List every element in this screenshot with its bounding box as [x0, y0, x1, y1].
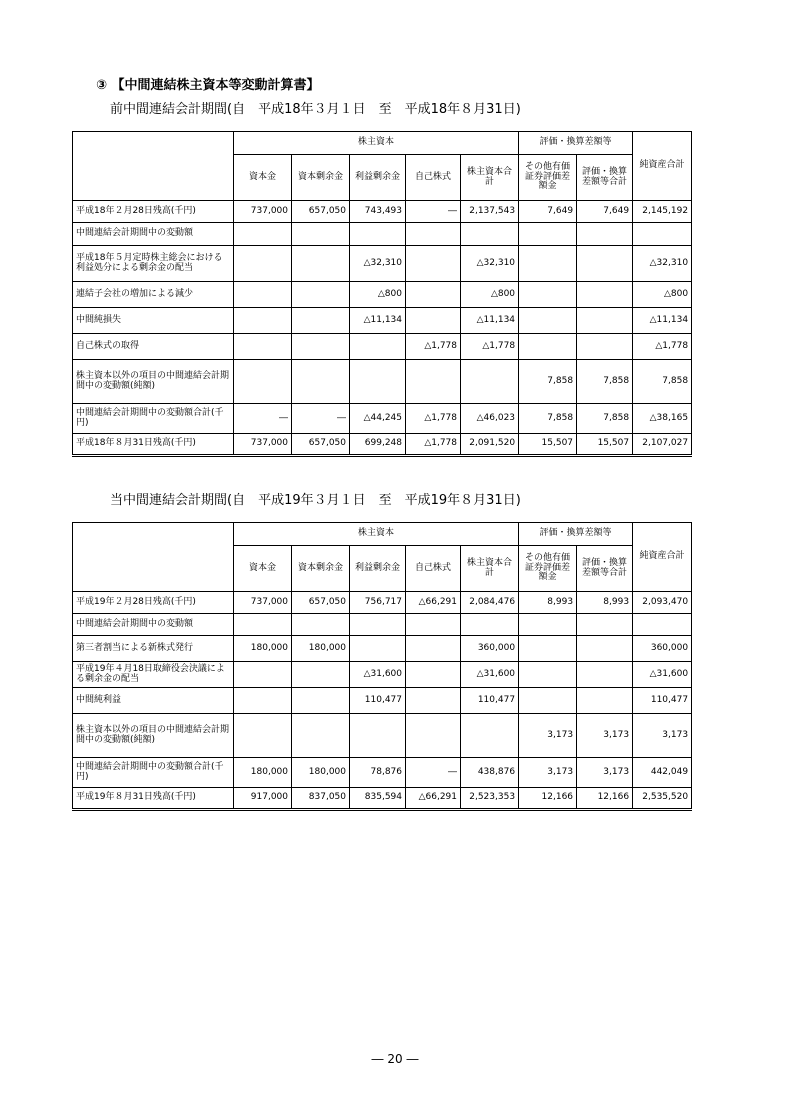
row-label-header	[73, 523, 234, 592]
row-label: 中間連結会計期間中の変動額合計(千円)	[73, 404, 234, 434]
col-header-equity-total: 株主資本合計	[461, 546, 519, 592]
col-header-securities-valuation: その他有価証券評価差額金	[519, 546, 577, 592]
cell-value: 3,173	[519, 758, 577, 788]
cell-value: 737,000	[234, 592, 292, 614]
cell-value	[577, 246, 633, 282]
row-label: 連結子会社の増加による減少	[73, 282, 234, 308]
table-body	[73, 592, 692, 810]
cell-value: 12,166	[577, 788, 633, 810]
cell-value	[292, 308, 350, 334]
cell-value: 110,477	[350, 688, 406, 714]
cell-value: 7,858	[633, 360, 692, 404]
cell-value	[519, 688, 577, 714]
table-row	[73, 282, 692, 308]
cell-value	[292, 688, 350, 714]
row-label: 株主資本以外の項目の中間連結会計期間中の変動額(純額)	[73, 714, 234, 758]
table-row	[73, 592, 692, 614]
cell-value: 2,107,027	[633, 434, 692, 456]
cell-value: △11,134	[350, 308, 406, 334]
page-number: ― 20 ―	[371, 1052, 419, 1066]
valuation-header: 評価・換算差額等	[519, 523, 633, 546]
cell-value: △32,310	[633, 246, 692, 282]
cell-value	[234, 308, 292, 334]
cell-value	[406, 308, 461, 334]
row-label: 株主資本以外の項目の中間連結会計期間中の変動額(純額)	[73, 360, 234, 404]
shareholders-equity-header: 株主資本	[234, 132, 519, 155]
cell-value	[292, 360, 350, 404]
cell-value: 438,876	[461, 758, 519, 788]
net-assets-header: 純資産合計	[633, 132, 692, 201]
net-assets-header: 純資産合計	[633, 523, 692, 592]
valuation-header: 評価・換算差額等	[519, 132, 633, 155]
col-header-capital: 資本金	[234, 155, 292, 201]
cell-value	[519, 308, 577, 334]
cell-value	[292, 662, 350, 688]
cell-value	[350, 223, 406, 246]
col-header-valuation-total: 評価・換算差額等合計	[577, 155, 633, 201]
cell-value: 737,000	[234, 434, 292, 456]
cell-value: 180,000	[234, 758, 292, 788]
cell-value	[461, 223, 519, 246]
cell-value	[519, 246, 577, 282]
cell-value: 180,000	[292, 758, 350, 788]
table-row	[73, 223, 692, 246]
cell-value	[406, 246, 461, 282]
table-row	[73, 334, 692, 360]
cell-value: 3,173	[577, 714, 633, 758]
cell-value	[234, 223, 292, 246]
cell-value: △800	[633, 282, 692, 308]
cell-value: △46,023	[461, 404, 519, 434]
cell-value	[577, 223, 633, 246]
cell-value	[234, 714, 292, 758]
cell-value	[519, 282, 577, 308]
cell-value: 12,166	[519, 788, 577, 810]
row-label: 中間連結会計期間中の変動額合計(千円)	[73, 758, 234, 788]
row-label: 平成18年５月定時株主総会における利益処分による剰余金の配当	[73, 246, 234, 282]
cell-value: △66,291	[406, 592, 461, 614]
col-header-valuation-total: 評価・換算差額等合計	[577, 546, 633, 592]
cell-value: 7,649	[519, 201, 577, 223]
equity-table-prior-period	[72, 131, 692, 457]
cell-value	[461, 614, 519, 636]
row-label: 中間純損失	[73, 308, 234, 334]
cell-value	[292, 246, 350, 282]
cell-value: ―	[234, 404, 292, 434]
cell-value	[577, 308, 633, 334]
col-header-capital-surplus: 資本剰余金	[292, 155, 350, 201]
cell-value: 2,145,192	[633, 201, 692, 223]
table-row	[73, 404, 692, 434]
cell-value	[406, 714, 461, 758]
cell-value: 360,000	[461, 636, 519, 662]
cell-value	[406, 636, 461, 662]
col-header-equity-total: 株主資本合計	[461, 155, 519, 201]
cell-value: △800	[461, 282, 519, 308]
cell-value	[577, 282, 633, 308]
cell-value	[292, 282, 350, 308]
cell-value: 78,876	[350, 758, 406, 788]
cell-value: 442,049	[633, 758, 692, 788]
cell-value: 15,507	[519, 434, 577, 456]
cell-value: △32,310	[461, 246, 519, 282]
table-row	[73, 434, 692, 456]
row-label: 平成19年２月28日残高(千円)	[73, 592, 234, 614]
cell-value	[519, 223, 577, 246]
table-row	[73, 758, 692, 788]
cell-value: 7,858	[519, 404, 577, 434]
cell-value: △800	[350, 282, 406, 308]
col-header-securities-valuation: その他有価証券評価差額金	[519, 155, 577, 201]
cell-value	[292, 614, 350, 636]
row-label: 自己株式の取得	[73, 334, 234, 360]
cell-value: 3,173	[633, 714, 692, 758]
cell-value: 3,173	[519, 714, 577, 758]
section-heading: ③ 【中間連結株主資本等変動計算書】	[96, 78, 320, 93]
cell-value: △38,165	[633, 404, 692, 434]
cell-value: 15,507	[577, 434, 633, 456]
cell-value: 2,091,520	[461, 434, 519, 456]
table-row	[73, 636, 692, 662]
cell-value: 8,993	[577, 592, 633, 614]
period2-title: 当中間連結会計期間(自 平成19年３月１日 至 平成19年８月31日)	[110, 493, 521, 508]
cell-value: ―	[406, 758, 461, 788]
cell-value: 835,594	[350, 788, 406, 810]
cell-value: 180,000	[234, 636, 292, 662]
table-row	[73, 614, 692, 636]
cell-value: △1,778	[406, 334, 461, 360]
col-header-retained-earnings: 利益剰余金	[350, 546, 406, 592]
cell-value	[577, 662, 633, 688]
period1-title: 前中間連結会計期間(自 平成18年３月１日 至 平成18年８月31日)	[110, 102, 521, 117]
cell-value: ―	[292, 404, 350, 434]
cell-value: 2,093,470	[633, 592, 692, 614]
cell-value: 7,858	[577, 360, 633, 404]
cell-value: △11,134	[633, 308, 692, 334]
cell-value	[406, 688, 461, 714]
row-label: 平成18年２月28日残高(千円)	[73, 201, 234, 223]
cell-value	[234, 614, 292, 636]
table-row	[73, 714, 692, 758]
table-body	[73, 201, 692, 456]
cell-value	[292, 334, 350, 360]
cell-value	[292, 714, 350, 758]
cell-value: 837,050	[292, 788, 350, 810]
cell-value: 2,137,543	[461, 201, 519, 223]
table-row	[73, 360, 692, 404]
cell-value: 110,477	[633, 688, 692, 714]
cell-value: 657,050	[292, 434, 350, 456]
row-label: 平成18年８月31日残高(千円)	[73, 434, 234, 456]
cell-value: 737,000	[234, 201, 292, 223]
col-header-treasury-stock: 自己株式	[406, 155, 461, 201]
cell-value: △31,600	[350, 662, 406, 688]
col-header-treasury-stock: 自己株式	[406, 546, 461, 592]
cell-value: 7,858	[519, 360, 577, 404]
row-label: 平成19年４月18日取締役会決議による剰余金の配当	[73, 662, 234, 688]
table-row	[73, 788, 692, 810]
cell-value	[234, 360, 292, 404]
cell-value	[350, 636, 406, 662]
cell-value	[519, 334, 577, 360]
cell-value	[406, 360, 461, 404]
row-label: 中間連結会計期間中の変動額	[73, 614, 234, 636]
cell-value: ―	[406, 201, 461, 223]
cell-value: △1,778	[406, 404, 461, 434]
cell-value: △1,778	[633, 334, 692, 360]
table-row	[73, 688, 692, 714]
cell-value: 917,000	[234, 788, 292, 810]
cell-value: △66,291	[406, 788, 461, 810]
cell-value: 2,523,353	[461, 788, 519, 810]
cell-value: 2,084,476	[461, 592, 519, 614]
cell-value	[406, 662, 461, 688]
table-row	[73, 662, 692, 688]
cell-value: 699,248	[350, 434, 406, 456]
cell-value	[577, 614, 633, 636]
row-label: 第三者割当による新株式発行	[73, 636, 234, 662]
shareholders-equity-header: 株主資本	[234, 523, 519, 546]
cell-value	[350, 360, 406, 404]
cell-value	[350, 714, 406, 758]
row-label: 平成19年８月31日残高(千円)	[73, 788, 234, 810]
cell-value: 360,000	[633, 636, 692, 662]
cell-value	[234, 662, 292, 688]
cell-value: △44,245	[350, 404, 406, 434]
cell-value: 110,477	[461, 688, 519, 714]
row-label: 中間純利益	[73, 688, 234, 714]
cell-value	[350, 614, 406, 636]
cell-value	[633, 614, 692, 636]
col-header-capital-surplus: 資本剰余金	[292, 546, 350, 592]
cell-value: 657,050	[292, 592, 350, 614]
row-label: 中間連結会計期間中の変動額	[73, 223, 234, 246]
col-header-retained-earnings: 利益剰余金	[350, 155, 406, 201]
cell-value: 657,050	[292, 201, 350, 223]
cell-value: 3,173	[577, 758, 633, 788]
cell-value	[406, 614, 461, 636]
col-header-capital: 資本金	[234, 546, 292, 592]
cell-value: 8,993	[519, 592, 577, 614]
table-row	[73, 201, 692, 223]
cell-value: 7,649	[577, 201, 633, 223]
cell-value: △1,778	[406, 434, 461, 456]
table-row	[73, 308, 692, 334]
cell-value	[234, 282, 292, 308]
cell-value	[406, 223, 461, 246]
cell-value: △31,600	[461, 662, 519, 688]
cell-value: 7,858	[577, 404, 633, 434]
cell-value: △31,600	[633, 662, 692, 688]
cell-value: 2,535,520	[633, 788, 692, 810]
cell-value	[519, 662, 577, 688]
cell-value	[234, 246, 292, 282]
cell-value	[234, 688, 292, 714]
cell-value	[519, 614, 577, 636]
cell-value: 743,493	[350, 201, 406, 223]
cell-value	[461, 360, 519, 404]
cell-value: △11,134	[461, 308, 519, 334]
cell-value	[519, 636, 577, 662]
cell-value	[234, 334, 292, 360]
cell-value	[577, 688, 633, 714]
cell-value	[406, 282, 461, 308]
cell-value: 180,000	[292, 636, 350, 662]
cell-value	[577, 636, 633, 662]
cell-value	[633, 223, 692, 246]
cell-value	[577, 334, 633, 360]
cell-value: 756,717	[350, 592, 406, 614]
cell-value	[292, 223, 350, 246]
cell-value: △32,310	[350, 246, 406, 282]
row-label-header	[73, 132, 234, 201]
cell-value	[461, 714, 519, 758]
cell-value	[350, 334, 406, 360]
cell-value: △1,778	[461, 334, 519, 360]
equity-table-current-period	[72, 522, 692, 811]
table-row	[73, 246, 692, 282]
